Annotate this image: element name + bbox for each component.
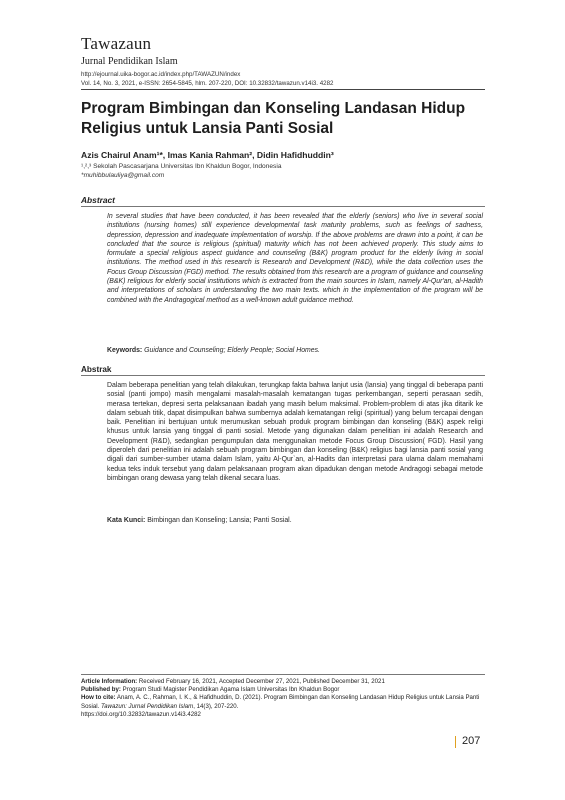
keywords-en (107, 347, 320, 354)
citation-journal: Tawazun: Jurnal Pendidikan Islam (101, 702, 194, 710)
citation-text: Anam, A. C., Rahman, I. K., & Hafidhuddin, D. (2021). Program Bimbingan dan Konseling Landasan Hidup Religius untuk Lansia Panti Sosial. (81, 694, 480, 710)
author-affiliation: ¹,²,³ Sekolah Pascasarjana Universitas Ibn Khaldun Bogor, Indonesia (81, 163, 282, 170)
keywords-label: Keywords: (107, 347, 143, 354)
footer-divider (81, 674, 485, 675)
journal-name: Tawazaun (81, 34, 152, 53)
abstract-divider (81, 206, 485, 207)
published-by-line (81, 686, 485, 694)
journal-url-link[interactable]: http://ejournal.uika-bogor.ac.id/index.php/TAWAZUN/index (81, 71, 241, 78)
page-number-separator (455, 736, 456, 748)
article-info-line (81, 678, 485, 686)
published-by-value: Program Studi Magister Pendidikan Agama Islam Universitas Ibn Khaldun Bogor (122, 686, 340, 694)
header-divider (81, 89, 485, 90)
abstrak-heading: Abstrak (81, 365, 112, 374)
journal-subtitle: Jurnal Pendidikan Islam (81, 56, 178, 67)
kata-kunci-value: Bimbingan dan Konseling; Lansia; Panti Sosial. (147, 517, 292, 524)
published-by-label: Published by: (81, 686, 121, 694)
how-to-cite-label: How to cite: (81, 694, 116, 702)
citation-tail: , 14(3), 207-220. (193, 702, 239, 710)
article-info-footer (81, 678, 485, 719)
keywords-value: Guidance and Counseling; Elderly People; Social Homes. (144, 347, 320, 354)
article-authors: Azis Chairul Anam¹*, Imas Kania Rahman², Didin Hafidhuddin³ (81, 150, 334, 160)
journal-volume-line: Vol. 14, No. 3, 2021, e-ISSN: 2654-5845, hlm. 207-220, DOI: 10.32832/tawazun.v14i3. 4282 (81, 80, 334, 87)
abstract-heading: Abstract (81, 195, 115, 205)
article-info-label: Article Information: (81, 678, 138, 685)
abstrak-body: Dalam beberapa penelitian yang telah dilakukan, terungkap fakta bahwa lanjut usia (lansia) yang tinggal di beberapa panti sosial (panti jompo) masih mengalami masalah-masalah kematangan tugas perkembangan, seperti perasaan sedih, merasa tertekan, depresi serta pelaksanaan ibadah yang masih belum maksimal. Problem-problem di atas jika ditarik ke dalam sebuah titik, dapat disimpulkan bahwa sumbernya adalah kematangan religi (spiritual) yang belum tercapai dengan baik. Penelitian ini bertujuan untuk merumuskan sebuah produk program bimbingan dan konseling (B&K) aspek religi khusus untuk lansia yang tinggal di panti sosial. Metode yang digunakan dalam penelitian ini adalah Research and Development (R&D), sedangkan pengumpulan data menggunakan metode Focus Group Discussion( FGD). Hasil yang diperoleh dari penelitian ini adalah sebuah program bimbingan dan konseling (B&K) religius bagi lansia panti sosial yang digali dari sumber-sumber utama dalam Islam, yaitu Al-Qur`an, al-Hadits dan interpretasi para ulama dalam memahami kedua teks induk tersebut yang dalam pelaksanaan program akan dipadukan dengan metode Andragogi sebagai metode bimbingan orang dewasa yang telah dikenal secara luas. (107, 382, 483, 482)
doi-link[interactable]: https://doi.org/10.32832/tawazun.v14i3.4282 (81, 710, 201, 718)
abstract-body: In several studies that have been conducted, it has been revealed that the elderly (seniors) who live in several social institutions (nursing homes) still experience developmental task maturity problems, such as feelings of sadness, depression, depression and inadequate implementation of worship. If the above problems are drawn into a point, it can be concluded that the source is religious (spiritual) maturity which has not been achieved properly. This study aims to formulate a special religious aspect guidance and counseling (B&K) program product for the elderly living in social institutions. The method used in this research is Research and Development (R&D), while the data collection uses the Focus Group Discussion (FGD) method. The results obtained from this research are a program of guidance and counseling (B&K) religious for elderly social institutions which is extracted from the main sources in Islam, namely Al-Qur'an, al-Hadith and interpretations of scholars in understanding the two main texts. which in the implementation of the program will be combined with the Andragogical method as a well-known adult guidance method. (107, 213, 483, 304)
how-to-cite-line (81, 694, 485, 710)
abstrak-divider (81, 375, 485, 376)
corresponding-email[interactable]: *muhibbulauliya@gmail.com (81, 172, 165, 179)
article-info-dates: Received February 16, 2021, Accepted December 27, 2021, Published December 31, 2021 (138, 678, 385, 685)
article-title: Program Bimbingan dan Konseling Landasan Hidup Religius untuk Lansia Panti Sosial (81, 100, 466, 137)
kata-kunci-label: Kata Kunci: (107, 517, 146, 524)
page-number: 207 (462, 735, 481, 747)
kata-kunci (107, 517, 292, 524)
